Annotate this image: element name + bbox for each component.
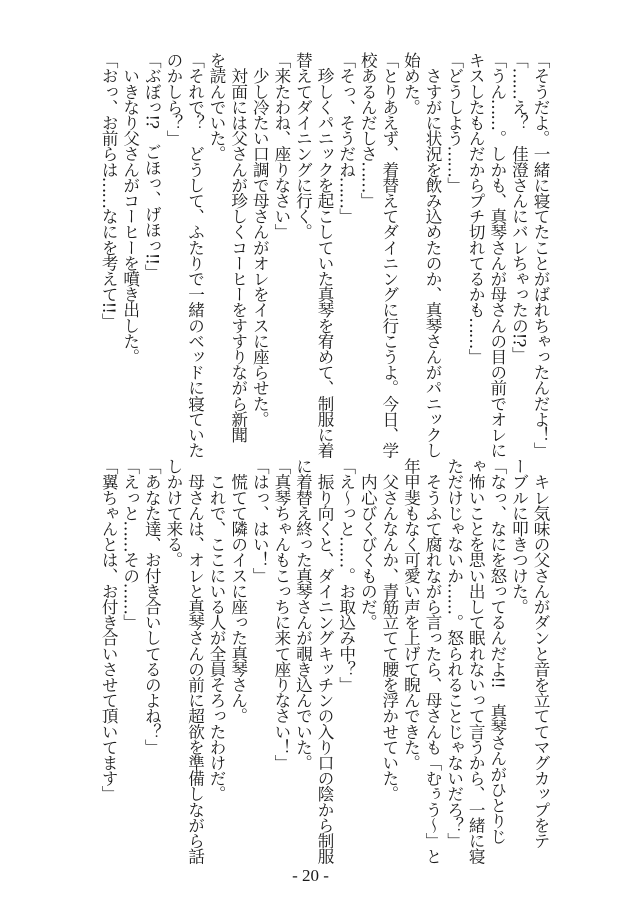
bottom-text-block (98, 458, 551, 864)
text-column: 「来たわね、座りなさい」 (271, 52, 291, 240)
text-column: 「……え？ 佳澄さんにバレちゃったの!?」 (509, 52, 529, 362)
top-text-block (98, 52, 551, 458)
text-column: のかしら？」 (163, 52, 183, 146)
text-column: そうふて腐れながら言ったら、母さんも「むぅう～」と (423, 458, 443, 864)
text-column: 「はっ、はい！」 (250, 458, 270, 583)
text-column: 「とりあえず、着替えてダイニングに行こうよ。今日、学 (379, 52, 399, 458)
text-column: 替えてダイニングに行く。 (293, 52, 313, 240)
text-column: ーブルに叩きつけた。 (509, 458, 529, 614)
text-column: 始めた。 (401, 52, 421, 115)
text-column: いきなり父さんがコーヒーを噴き出した。 (120, 52, 140, 364)
text-column: ゃ怖いことを思い出して眠れないって言うから、一緒に寝 (466, 458, 486, 864)
text-column: 「翼ちゃんとは、お付き合いさせて頂いてます」 (99, 458, 119, 802)
text-column: 「なっ、なにを怒ってるんだよ!! 真琴さんがひとりじ (487, 458, 507, 844)
text-column: 「えっと……その……」 (120, 458, 140, 630)
text-column: 内心びくびくものだ。 (358, 458, 378, 630)
text-column: 「真琴ちゃんもこっちに来て座りなさい！」 (271, 458, 291, 770)
text-column: に着替え終った真琴さんが覗き込んでいた。 (293, 458, 313, 770)
text-column: 対面には父さんが珍しくコーヒーをすすりながら新聞 (228, 52, 248, 442)
text-column: キレ気味の父さんがダンと音を立ててマグカップをテ (531, 458, 550, 848)
text-column: 振り向くと、ダイニングキッチンの入り口の陰から制服 (315, 458, 335, 864)
text-column: 母さんは、オレと真琴さんの前に超欲を準備しながら話 (185, 458, 205, 864)
text-column: しかけて来る。 (163, 458, 183, 568)
text-column: 少し冷たい口調で母さんがオレをイスに座らせた。 (250, 52, 270, 427)
text-column: を読んでいた。 (207, 52, 227, 162)
text-column: 「え～っと……。お取込み中？」 (336, 458, 356, 692)
text-column: 「あなた達、お付き合いしてるのよね？」 (142, 458, 162, 755)
text-column: 「うん……。しかも、真琴さんが母さんの目の前でオレに (487, 52, 507, 458)
text-column: ただけじゃないか……。怒られることじゃないだろ？」 (444, 458, 464, 848)
text-column: 慌てて隣のイスに座った真琴さん。 (228, 458, 248, 724)
text-column: 父さんなんか、青筋立てて腰を浮かせていた。 (379, 458, 399, 802)
text-column: 「そっ、そうだね……」 (336, 52, 356, 224)
text-column: 珍しくパニックを起こしていた真琴を宥めて、制服に着 (315, 52, 335, 458)
text-column: 「どうしよう……」 (444, 52, 464, 193)
text-column: さすがに状況を飲み込めたのか、真琴さんがパニックし (423, 52, 443, 458)
text-column: 「ぶぼっ!? ごほっ、げほっ!!」 (142, 52, 162, 280)
text-column: 校あるんだしさ……」 (358, 52, 378, 208)
text-column: 「そうだよ。一緒に寝てたことがばれちゃったんだよ！」 (531, 52, 550, 458)
text-column: 「おっ、お前らは……なにを考えて!!」 (99, 52, 119, 329)
text-column: キスしたもんだからプチ切れてるかも……」 (466, 52, 486, 364)
text-column: これで、ここにいる人が全員そろったわけだ。 (207, 458, 227, 802)
text-column: 「それで？ どうして、ふたりで一緒のベッドに寝ていた (185, 52, 205, 458)
page-number: - 20 - (292, 866, 329, 885)
text-column: 年甲斐もなく可愛い声を上げて睨んできた。 (401, 458, 421, 770)
